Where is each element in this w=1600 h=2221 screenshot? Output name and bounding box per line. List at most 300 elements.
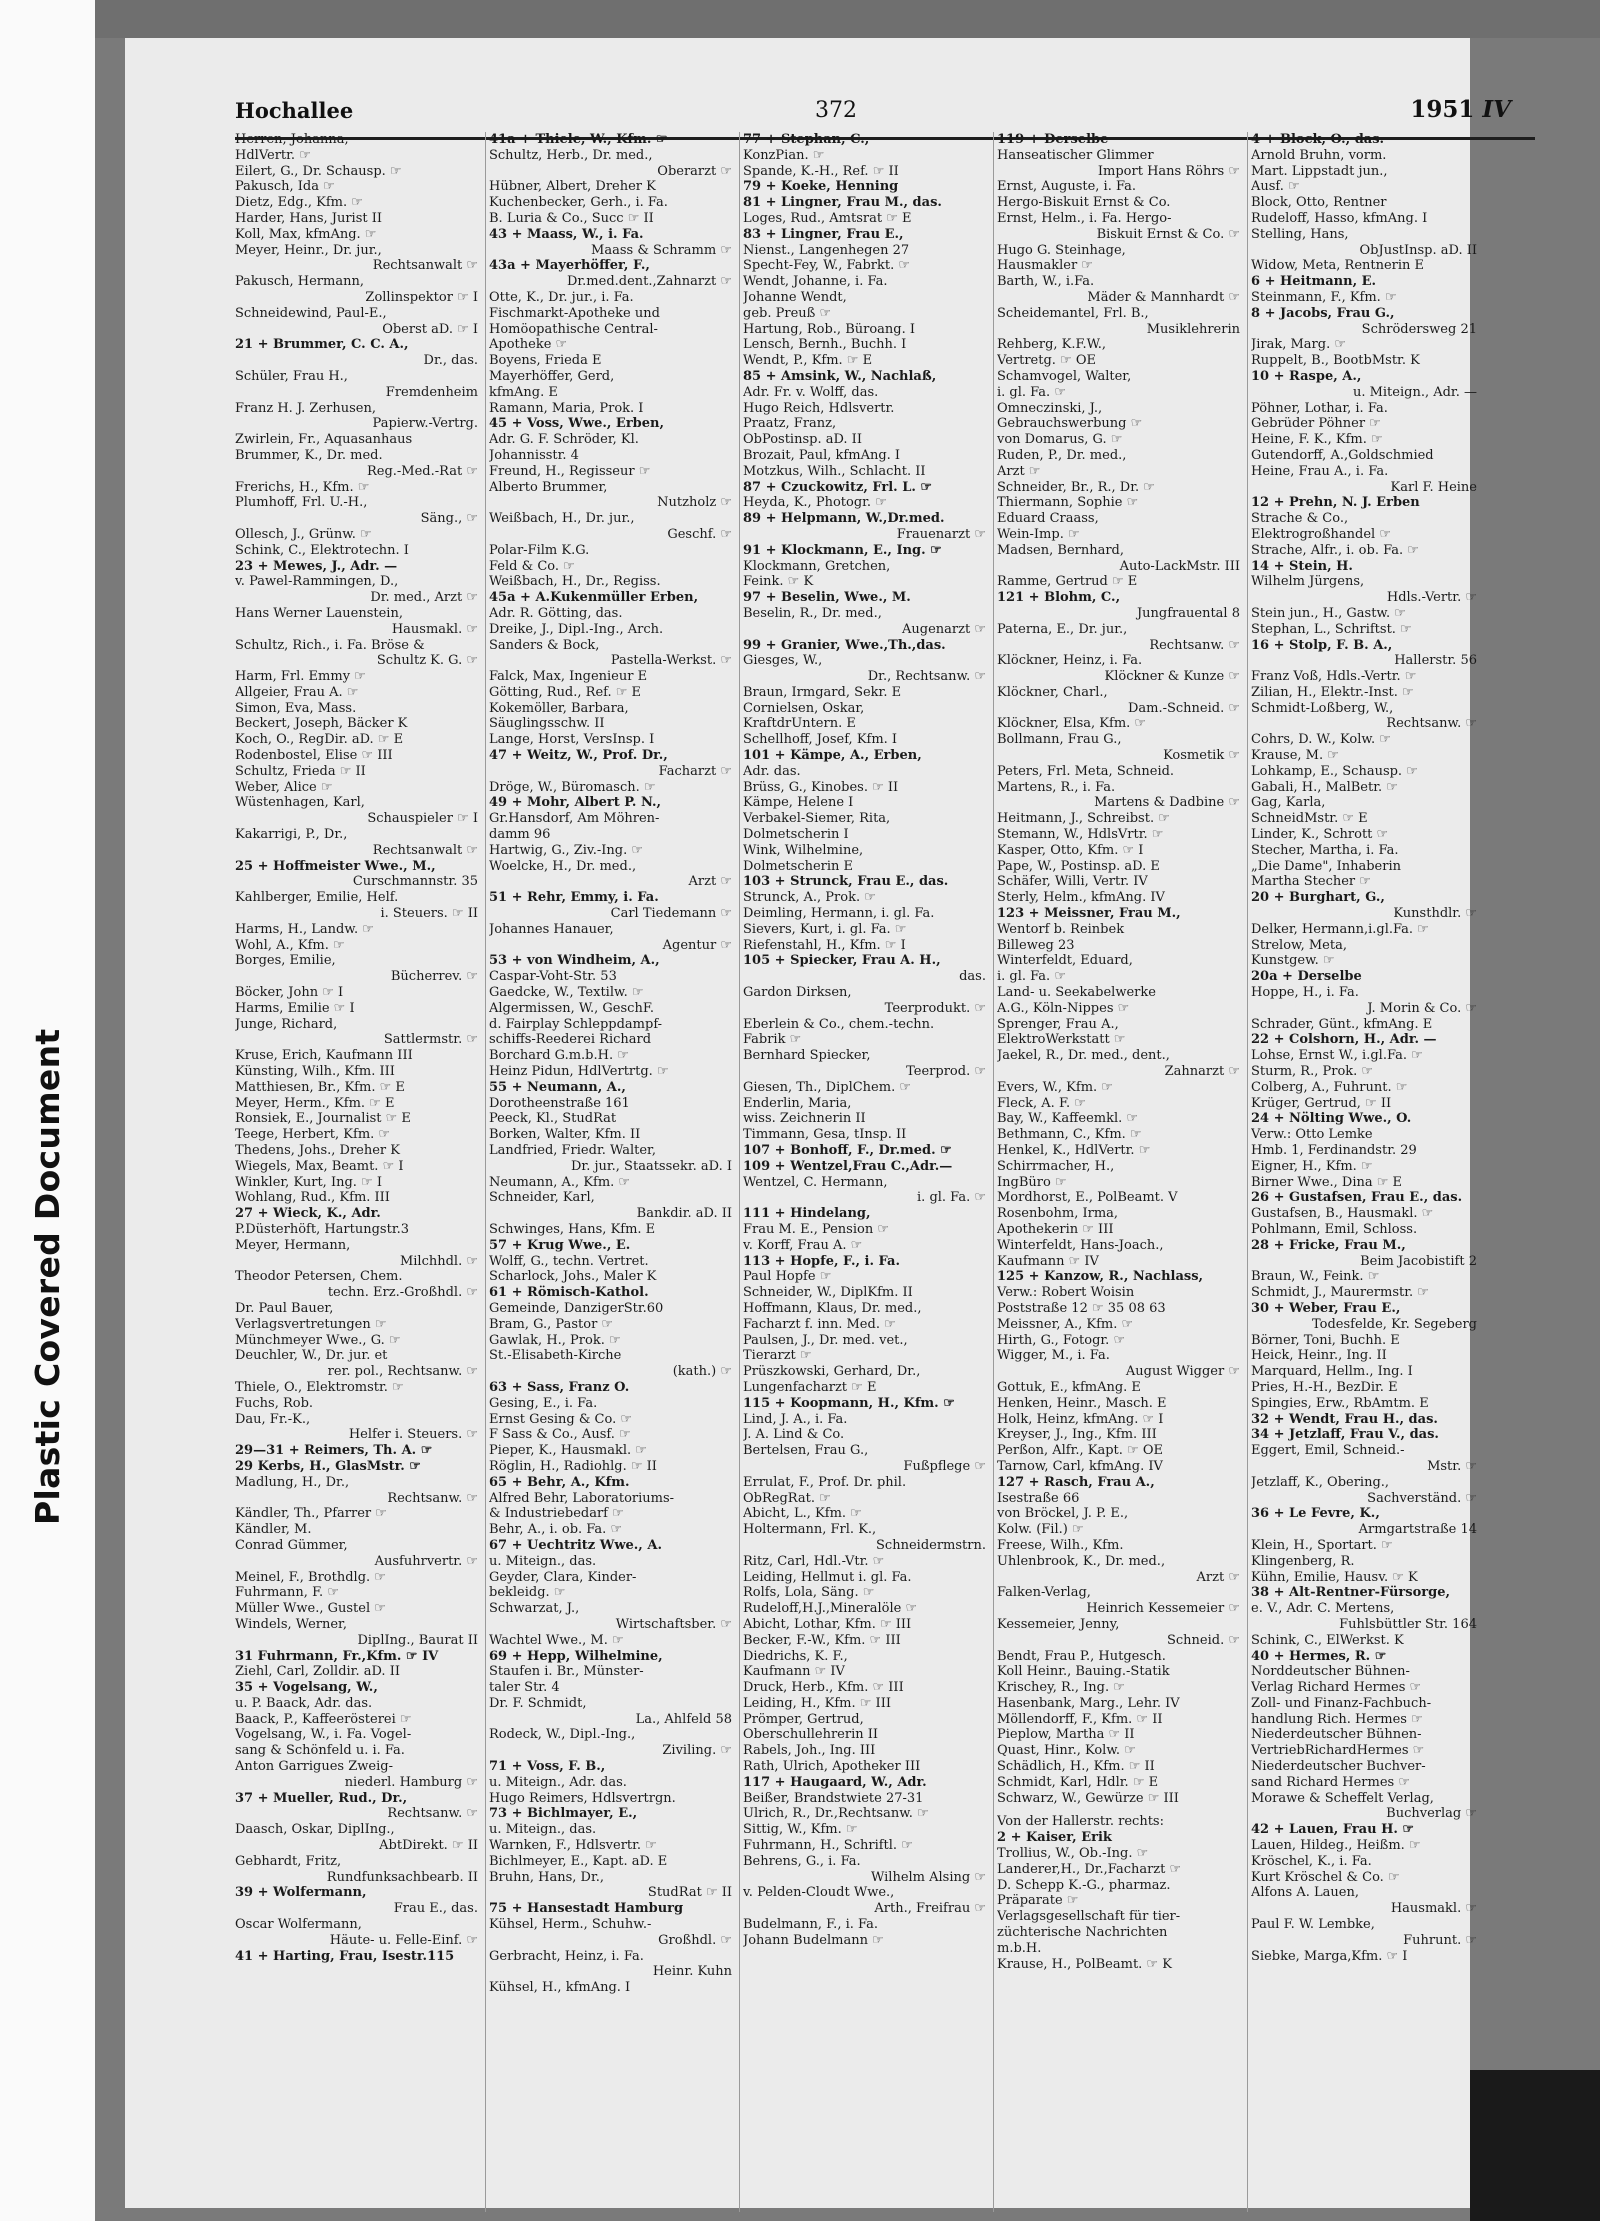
- house-number-entry: 24 + Nölting Wwe., O.: [1251, 1111, 1412, 1127]
- resident-line: Gabali, H., MalBetr. ☞: [1251, 779, 1398, 795]
- resident-line: Weißbach, H., Dr. jur.,: [489, 511, 635, 527]
- resident-line: Import Hans Röhrs ☞: [1097, 163, 1240, 179]
- resident-line: Oberst aD. ☞ I: [382, 321, 478, 337]
- house-number-entry: 40 + Hermes, R. ☞: [1251, 1648, 1387, 1664]
- resident-line: Harms, H., Landw. ☞: [235, 921, 374, 937]
- resident-line: Alfons A. Lauen,: [1251, 1885, 1359, 1901]
- resident-line: Henkel, K., HdlVertr. ☞: [997, 1143, 1151, 1158]
- resident-line: Hugo G. Steinhage,: [997, 242, 1126, 258]
- resident-line: Todesfelde, Kr. Segeberg: [1311, 1316, 1477, 1332]
- resident-line: Beckert, Joseph, Bäcker K: [235, 716, 408, 732]
- resident-line: Möllendorff, F., Kfm. ☞ II: [997, 1711, 1163, 1727]
- house-number-entry: 41 + Harting, Frau, Isestr.115: [235, 1948, 455, 1964]
- resident-line: Rechtsanw. ☞: [387, 1490, 478, 1506]
- resident-line: Sterly, Helm., kfmAng. IV: [997, 890, 1165, 906]
- resident-line: Schädlich, H., Kfm. ☞ II: [997, 1759, 1155, 1775]
- resident-line: Norddeutscher Bühnen-: [1251, 1664, 1410, 1680]
- resident-line: Specht-Fey, W., Fabrkt. ☞: [743, 258, 911, 274]
- resident-line: Eilert, G., Dr. Schausp. ☞: [235, 163, 402, 179]
- resident-line: Schultz K. G. ☞: [376, 653, 478, 669]
- resident-line: Rudeloff,H.J.,Mineralöle ☞: [743, 1601, 918, 1617]
- resident-line: D. Schepp K.-G., pharmaz.: [997, 1877, 1171, 1893]
- resident-line: Windels, Werner,: [235, 1616, 347, 1632]
- scan-top-edge: [0, 0, 1600, 38]
- resident-line: Sattlermstr. ☞: [383, 1032, 478, 1048]
- resident-line: Peters, Frl. Meta, Schneid.: [997, 763, 1175, 779]
- resident-line: Scharlock, Johs., Maler K: [489, 1269, 657, 1285]
- resident-line: Ernst Gesing & Co. ☞: [489, 1411, 633, 1427]
- resident-line: J. A. Lind & Co.: [743, 1427, 845, 1443]
- resident-line: Barth, W., i.Fa.: [997, 274, 1095, 290]
- resident-line: Schneider, W., DiplKfm. II: [743, 1285, 913, 1301]
- house-number-entry: 22 + Colshorn, H., Adr. —: [1251, 1032, 1437, 1048]
- resident-line: KonzPian. ☞: [743, 147, 825, 163]
- resident-line: Gesing, E., i. Fa.: [489, 1395, 598, 1411]
- resident-line: Kreyser, J., Ing., Kfm. III: [997, 1427, 1157, 1443]
- resident-line: Teerprod. ☞: [906, 1064, 986, 1080]
- resident-line: ObPostinsp. aD. II: [743, 432, 862, 448]
- resident-line: Kasper, Otto, Kfm. ☞ I: [997, 842, 1144, 858]
- resident-line: Braun, Irmgard, Sekr. E: [743, 684, 902, 700]
- resident-line: Poststraße 12 ☞ 35 08 63: [997, 1300, 1166, 1316]
- resident-line: Rolfs, Lola, Säng. ☞: [743, 1585, 875, 1601]
- resident-line: Strache & Co.,: [1251, 511, 1349, 527]
- resident-line: Adr. das.: [743, 763, 801, 779]
- resident-line: Prömper, Gertrud,: [743, 1711, 864, 1727]
- house-number-entry: 71 + Voss, F. B.,: [489, 1759, 606, 1775]
- resident-line: Becker, F.-W., Kfm. ☞ III: [743, 1632, 901, 1648]
- resident-line: d. Fairplay Schleppdampf-: [489, 1016, 663, 1032]
- resident-line: bekleidg. ☞: [489, 1585, 566, 1601]
- house-number-entry: 10 + Raspe, A.,: [1251, 368, 1362, 384]
- resident-line: Homöopathische Central-: [489, 321, 658, 337]
- resident-line: Eduard Craass,: [997, 511, 1099, 527]
- resident-line: Dorotheenstraße 161: [489, 1095, 630, 1111]
- resident-line: B. Luria & Co., Succ ☞ II: [489, 210, 654, 226]
- resident-line: Gemeinde, DanzigerStr.60: [489, 1300, 664, 1316]
- resident-line: Fußpflege ☞: [903, 1458, 986, 1474]
- resident-line: Kröschel, K., i. Fa.: [1251, 1853, 1372, 1869]
- resident-line: Dr.med.dent.,Zahnarzt ☞: [566, 274, 732, 290]
- resident-line: Schneider, Karl,: [489, 1190, 595, 1206]
- resident-line: Siebke, Marga,Kfm. ☞ I: [1251, 1948, 1408, 1964]
- resident-line: Cohrs, D. W., Kolw. ☞: [1251, 732, 1391, 748]
- resident-line: Eberlein & Co., chem.-techn.: [743, 1016, 935, 1032]
- resident-line: Facharzt ☞: [658, 763, 732, 779]
- resident-line: Abicht, L., Kfm. ☞: [743, 1506, 862, 1522]
- resident-line: Bernhard Spiecker,: [743, 1048, 871, 1064]
- resident-line: Lange, Horst, VersInsp. I: [489, 732, 655, 748]
- resident-line: Schneidermstrn.: [876, 1537, 986, 1553]
- resident-line: Schmidt, J., Maurermstr. ☞: [1251, 1285, 1429, 1301]
- resident-line: Borken, Walter, Kfm. II: [489, 1127, 641, 1143]
- resident-line: KraftdrUntern. E: [743, 716, 856, 732]
- resident-line: Schwarzat, J.,: [489, 1601, 580, 1617]
- resident-line: Winkler, Kurt, Ing. ☞ I: [235, 1174, 382, 1190]
- resident-line: geb. Preuß ☞: [743, 305, 832, 321]
- resident-line: Dr. med., Arzt ☞: [370, 590, 478, 606]
- resident-line: Dietz, Edg., Kfm. ☞: [235, 195, 363, 211]
- resident-line: Sprenger, Frau A.,: [997, 1016, 1119, 1032]
- column-5: [1251, 132, 1481, 2212]
- resident-line: Vogelsang, W., i. Fa. Vogel-: [235, 1727, 412, 1743]
- resident-line: wiss. Zeichnerin II: [743, 1111, 866, 1127]
- resident-line: Rechtsanwalt ☞: [372, 258, 478, 274]
- resident-line: Ruden, P., Dr. med.,: [997, 447, 1127, 463]
- resident-line: Zoll- und Finanz-Fachbuch-: [1251, 1695, 1432, 1711]
- resident-line: Kakarrigi, P., Dr.,: [235, 827, 348, 843]
- resident-line: Winterfeldt, Hans-Joach.,: [997, 1237, 1164, 1253]
- resident-line: Adr. Fr. v. Wolff, das.: [743, 384, 879, 400]
- resident-line: Ziehl, Carl, Zolldir. aD. II: [235, 1664, 400, 1680]
- resident-line: Hausmakl. ☞: [391, 621, 478, 637]
- resident-line: Fremdenheim: [385, 384, 478, 400]
- resident-line: Schirrmacher, H.,: [997, 1158, 1115, 1174]
- resident-line: Hübner, Albert, Dreher K: [489, 179, 656, 195]
- resident-line: Rechtsanwalt ☞: [372, 842, 478, 858]
- resident-line: Präparate ☞: [997, 1893, 1079, 1909]
- resident-line: handlung Rich. Hermes ☞: [1251, 1711, 1423, 1727]
- resident-line: Kaufmann ☞ IV: [743, 1664, 845, 1680]
- resident-line: Kaufmann ☞ IV: [997, 1253, 1099, 1269]
- resident-line: Hallerstr. 56: [1394, 653, 1477, 669]
- resident-line: Ernst, Auguste, i. Fa.: [997, 179, 1136, 195]
- resident-line: Spingies, Erw., RbAmtm. E: [1251, 1395, 1429, 1411]
- resident-line: Meyer, Herm., Kfm. ☞ E: [235, 1095, 395, 1111]
- resident-line: Schmidt-Loßberg, W.,: [1251, 700, 1394, 716]
- resident-line: DiplIng., Baurat II: [357, 1632, 478, 1648]
- house-number-entry: 73 + Bichlmayer, E.,: [489, 1806, 638, 1822]
- resident-line: Kunsthdlr. ☞: [1393, 906, 1477, 922]
- resident-line: Thiermann, Sophie ☞: [997, 495, 1139, 511]
- resident-line: Niederdeutscher Buchver-: [1251, 1759, 1426, 1775]
- resident-line: Maass & Schramm ☞: [591, 242, 732, 258]
- resident-line: Madsen, Bernhard,: [997, 542, 1125, 558]
- year-volume: [1410, 96, 1511, 123]
- house-number-entry: 81 + Lingner, Frau M., das.: [743, 195, 942, 211]
- resident-line: Loges, Rud., Amtsrat ☞ E: [743, 210, 912, 226]
- resident-line: Rechtsanw. ☞: [1386, 716, 1477, 732]
- resident-line: Verbakel-Siemer, Rita,: [743, 811, 891, 827]
- resident-line: Schrödersweg 21: [1361, 321, 1477, 337]
- resident-line: Geyder, Clara, Kinder-: [489, 1569, 637, 1585]
- house-number-entry: 34 + Jetzlaff, Frau V., das.: [1251, 1427, 1439, 1443]
- resident-line: Von der Hallerstr. rechts:: [997, 1814, 1164, 1830]
- resident-line: Verlag Richard Hermes ☞: [1251, 1680, 1422, 1696]
- resident-line: Linder, K., Schrott ☞: [1251, 827, 1389, 843]
- resident-line: Behrens, G., i. Fa.: [743, 1853, 861, 1869]
- resident-line: Rechtsanw. ☞: [1149, 637, 1240, 653]
- resident-line: Praatz, Franz,: [743, 416, 837, 432]
- house-number-entry: 51 + Rehr, Emmy, i. Fa.: [489, 890, 659, 906]
- resident-line: Papierw.-Vertrg.: [372, 416, 478, 432]
- house-number-entry: 119 + Derselbe: [997, 132, 1109, 147]
- resident-line: Kändler, M.: [235, 1522, 312, 1538]
- resident-line: J. Morin & Co. ☞: [1367, 1000, 1477, 1016]
- resident-line: Gutendorff, A.,Goldschmied: [1251, 447, 1434, 463]
- house-number-entry: 99 + Granier, Wwe.,Th.,das.: [743, 637, 946, 653]
- resident-line: Harm, Frl. Emmy ☞: [235, 669, 366, 685]
- resident-line: Hirth, G., Fotogr. ☞: [997, 1332, 1126, 1348]
- resident-line: Teege, Herbert, Kfm. ☞: [235, 1127, 391, 1143]
- resident-line: Apothekerin ☞ III: [997, 1221, 1114, 1237]
- resident-line: Nutzholz ☞: [657, 495, 732, 511]
- resident-line: kfmAng. E: [489, 384, 558, 400]
- resident-line: u. P. Baack, Adr. das.: [235, 1695, 373, 1711]
- resident-line: ObJustInsp. aD. II: [1359, 242, 1477, 258]
- house-number-entry: 85 + Amsink, W., Nachlaß,: [743, 368, 937, 384]
- resident-line: Gardon Dirksen,: [743, 985, 852, 1001]
- resident-line: Krause, H., PolBeamt. ☞ K: [997, 1956, 1172, 1972]
- resident-line: Frau M. E., Pension ☞: [743, 1221, 889, 1237]
- resident-line: Diedrichs, K. F.,: [743, 1648, 848, 1664]
- house-number-entry: 117 + Haugaard, W., Adr.: [743, 1774, 927, 1790]
- resident-line: Musiklehrerin: [1146, 321, 1240, 337]
- resident-line: Dolmetscherin E: [743, 858, 854, 874]
- resident-line: Theodor Petersen, Chem.: [235, 1269, 403, 1285]
- house-number-entry: 121 + Blohm, C.,: [997, 590, 1121, 606]
- resident-line: Paulsen, J., Dr. med. vet.,: [743, 1332, 908, 1348]
- resident-line: Gottuk, E., kfmAng. E: [997, 1379, 1141, 1395]
- resident-line: Kunstgew. ☞: [1251, 953, 1335, 969]
- resident-line: Freund, H., Regisseur ☞: [489, 463, 651, 479]
- resident-line: Wentzel, C. Hermann,: [743, 1174, 888, 1190]
- house-number-entry: 31 Fuhrmann, Fr.,Kfm. ☞ IV: [235, 1648, 439, 1664]
- resident-line: Matthiesen, Br., Kfm. ☞ E: [235, 1079, 405, 1095]
- resident-line: Bertelsen, Frau G.,: [743, 1443, 869, 1459]
- resident-line: Weber, Alice ☞: [235, 779, 333, 795]
- resident-line: Meissner, A., Kfm. ☞: [997, 1316, 1134, 1332]
- resident-line: IngBüro ☞: [997, 1174, 1067, 1190]
- resident-line: Steinmann, F., Kfm. ☞: [1251, 289, 1397, 305]
- resident-line: Apotheke ☞: [489, 337, 568, 353]
- resident-line: Rechtsanw. ☞: [387, 1806, 478, 1822]
- resident-line: Kändler, Th., Pfarrer ☞: [235, 1506, 387, 1522]
- resident-line: u. Miteign., das.: [489, 1553, 597, 1569]
- resident-line: Marquard, Hellm., Ing. I: [1251, 1364, 1413, 1380]
- resident-line: Dr. F. Schmidt,: [489, 1695, 587, 1711]
- resident-line: Gebhardt, Fritz,: [235, 1853, 342, 1869]
- resident-line: Winterfeldt, Eduard,: [997, 953, 1133, 969]
- resident-line: (kath.) ☞: [672, 1364, 732, 1380]
- house-number-entry: 41a + Thiele, W., Kfm. ☞: [489, 132, 668, 147]
- resident-line: Dr. Paul Bauer,: [235, 1300, 334, 1316]
- resident-line: von Bröckel, J. P. E.,: [997, 1506, 1129, 1522]
- resident-line: schiffs-Reederei Richard: [489, 1032, 652, 1048]
- resident-line: u. Miteign., Adr. —: [1352, 384, 1477, 400]
- resident-line: Zwirlein, Fr., Aquasanhaus: [235, 432, 413, 448]
- resident-line: rer. pol., Rechtsanw. ☞: [327, 1364, 478, 1380]
- house-number-entry: 123 + Meissner, Frau M.,: [997, 906, 1181, 922]
- resident-line: Fischmarkt-Apotheke und: [489, 305, 660, 321]
- resident-line: Gag, Karla,: [1251, 795, 1326, 811]
- resident-line: Ramann, Maria, Prok. I: [489, 400, 644, 416]
- resident-line: Jaekel, R., Dr. med., dent.,: [997, 1048, 1170, 1064]
- resident-line: Ritz, Carl, Hdl.-Vtr. ☞: [743, 1553, 885, 1569]
- resident-line: Johannisstr. 4: [489, 447, 579, 463]
- column-2: [489, 132, 736, 2212]
- resident-line: Motzkus, Wilh., Schlacht. II: [743, 463, 926, 479]
- house-number-entry: 26 + Gustafsen, Frau E., das.: [1251, 1190, 1463, 1206]
- resident-line: Franz Voß, Hdls.-Vertr. ☞: [1251, 669, 1417, 685]
- resident-line: Wohlang, Rud., Kfm. III: [235, 1190, 390, 1206]
- resident-line: Giesges, W.,: [743, 653, 823, 669]
- resident-line: Klöckner, Elsa, Kfm. ☞: [997, 716, 1147, 732]
- resident-line: Dreike, J., Dipl.-Ing., Arch.: [489, 621, 664, 637]
- resident-line: Rodeck, W., Dipl.-Ing.,: [489, 1727, 636, 1743]
- house-number-entry: 2 + Kaiser, Erik: [997, 1830, 1112, 1846]
- resident-line: Trollius, W., Ob.-Ing. ☞: [997, 1846, 1149, 1862]
- resident-line: Enderlin, Maria,: [743, 1095, 852, 1111]
- resident-line: Lohse, Ernst W., i.gl.Fa. ☞: [1251, 1048, 1423, 1064]
- house-number-entry: 43 + Maass, W., i. Fa.: [489, 226, 644, 242]
- house-number-entry: 107 + Bonhoff, F., Dr.med. ☞: [743, 1143, 952, 1158]
- house-number-entry: 23 + Mewes, J., Adr. —: [235, 558, 398, 574]
- year: 1951: [1410, 96, 1475, 123]
- resident-line: Schwarz, W., Gewürze ☞ III: [997, 1790, 1179, 1806]
- resident-line: Carl Tiedemann ☞: [610, 906, 732, 922]
- column-rule-1: [485, 132, 486, 2212]
- resident-line: August Wigger ☞: [1125, 1364, 1240, 1380]
- house-number-entry: 49 + Mohr, Albert P. N.,: [489, 795, 662, 811]
- directory-columns: [235, 132, 1475, 2212]
- resident-line: Junge, Richard,: [235, 1016, 338, 1032]
- resident-line: Delker, Hermann,i.gl.Fa. ☞: [1251, 921, 1429, 937]
- resident-line: Borges, Emilie,: [235, 953, 336, 969]
- resident-line: taler Str. 4: [489, 1680, 560, 1696]
- resident-line: sand Richard Hermes ☞: [1251, 1774, 1410, 1790]
- resident-line: Wiegels, Max, Beamt. ☞ I: [235, 1158, 404, 1174]
- house-number-entry: 38 + Alt-Rentner-Fürsorge,: [1251, 1585, 1450, 1601]
- resident-line: Fleck, A. F. ☞: [997, 1095, 1086, 1111]
- resident-line: Hergo-Biskuit Ernst & Co.: [997, 195, 1171, 211]
- resident-line: Schneidewind, Paul-E.,: [235, 305, 387, 321]
- resident-line: e. V., Adr. C. Mertens,: [1251, 1601, 1395, 1617]
- house-number-entry: 8 + Jacobs, Frau G.,: [1251, 305, 1395, 321]
- resident-line: Klingenberg, R.: [1251, 1553, 1355, 1569]
- resident-line: Milchhdl. ☞: [399, 1253, 478, 1269]
- resident-line: Sturm, R., Prok. ☞: [1251, 1064, 1374, 1080]
- resident-line: Isestraße 66: [997, 1490, 1080, 1506]
- resident-line: Schink, C., ElWerkst. K: [1251, 1632, 1404, 1648]
- resident-line: Bücherrev. ☞: [390, 969, 478, 985]
- resident-line: Mstr. ☞: [1427, 1458, 1477, 1474]
- resident-line: sang & Schönfeld u. i. Fa.: [235, 1743, 405, 1759]
- resident-line: Ruppelt, B., BootbMstr. K: [1251, 353, 1420, 369]
- house-number-entry: 39 + Wolfermann,: [235, 1885, 367, 1901]
- resident-line: Wüstenhagen, Karl,: [235, 795, 365, 811]
- resident-line: Fabrik ☞: [743, 1032, 802, 1048]
- resident-line: Druck, Herb., Kfm. ☞ III: [743, 1680, 904, 1696]
- resident-line: Uhlenbrook, K., Dr. med.,: [997, 1553, 1166, 1569]
- resident-line: Tierarzt ☞: [743, 1348, 812, 1364]
- resident-line: Morawe & Scheffelt Verlag,: [1251, 1790, 1434, 1806]
- resident-line: Tarnow, Carl, kfmAng. IV: [997, 1458, 1163, 1474]
- house-number-entry: 55 + Neumann, A.,: [489, 1079, 626, 1095]
- resident-line: Klockmann, Gretchen,: [743, 558, 891, 574]
- resident-line: Adr. R. Götting, das.: [489, 605, 623, 621]
- resident-line: Hartwig, G., Ziv.-Ing. ☞: [489, 842, 643, 858]
- resident-line: Dolmetscherin I: [743, 827, 849, 843]
- resident-line: Kühsel, Herm., Schuhw.-: [489, 1917, 652, 1933]
- house-number-entry: 115 + Koopmann, H., Kfm. ☞: [743, 1395, 955, 1411]
- resident-line: Schultz, Frieda ☞ II: [235, 763, 366, 779]
- resident-line: Helfer i. Steuers. ☞: [348, 1427, 478, 1443]
- resident-line: Allgeier, Frau A. ☞: [235, 684, 359, 700]
- resident-line: Säuglingsschw. II: [489, 716, 605, 732]
- resident-line: Niederdeutscher Bühnen-: [1251, 1727, 1422, 1743]
- house-number-entry: 36 + Le Fevre, K.,: [1251, 1506, 1380, 1522]
- resident-line: Klöckner & Kunze ☞: [1104, 669, 1240, 685]
- resident-line: Schüler, Frau H.,: [235, 368, 348, 384]
- resident-line: Jetzlaff, K., Obering.,: [1251, 1474, 1390, 1490]
- resident-line: Falken-Verlag,: [997, 1585, 1091, 1601]
- resident-line: Hanseatischer Glimmer: [997, 147, 1154, 163]
- resident-line: Klein, H., Sportart. ☞: [1251, 1537, 1393, 1553]
- resident-line: Schellhoff, Josef, Kfm. I: [743, 732, 898, 748]
- house-number-entry: 63 + Sass, Franz O.: [489, 1379, 630, 1395]
- resident-line: Hugo Reich, Hdlsvertr.: [743, 400, 895, 416]
- resident-line: Armgartstraße 14: [1358, 1522, 1477, 1538]
- resident-line: Heyda, K., Photogr. ☞: [743, 495, 887, 511]
- resident-line: v. Korff, Frau A. ☞: [743, 1237, 863, 1253]
- street-name: Hochallee: [235, 98, 354, 123]
- page-number: 372: [815, 98, 857, 123]
- resident-line: Landerer,H., Dr.,Facharzt ☞: [997, 1861, 1182, 1877]
- resident-line: Karl F. Heine: [1390, 479, 1477, 495]
- resident-line: Kessemeier, Jenny,: [997, 1616, 1120, 1632]
- resident-line: Verlagsvertretungen ☞: [235, 1316, 387, 1332]
- resident-line: Elektrogroßhandel ☞: [1251, 526, 1391, 542]
- resident-line: Ramme, Gertrud ☞ E: [997, 574, 1138, 590]
- house-number-entry: 20a + Derselbe: [1251, 969, 1362, 985]
- house-number-entry: 69 + Hepp, Wilhelmine,: [489, 1648, 663, 1664]
- resident-line: Baack, P., Kaffeerösterei ☞: [235, 1711, 412, 1727]
- house-number-entry: 25 + Hoffmeister Wwe., M.,: [235, 858, 436, 874]
- house-number-entry: 113 + Hopfe, F., i. Fa.: [743, 1253, 900, 1269]
- resident-line: Schultz, Herb., Dr. med.,: [489, 147, 653, 163]
- resident-line: Billeweg 23: [997, 937, 1075, 953]
- resident-line: Riefenstahl, H., Kfm. ☞ I: [743, 937, 906, 953]
- resident-line: Häute- u. Felle-Einf. ☞: [329, 1932, 478, 1948]
- resident-line: Holk, Heinz, kfmAng. ☞ I: [997, 1411, 1164, 1427]
- resident-line: Alfred Behr, Laboratoriums-: [489, 1490, 675, 1506]
- resident-line: Wirtschaftsber. ☞: [615, 1616, 732, 1632]
- resident-line: Madlung, H., Dr.,: [235, 1474, 350, 1490]
- resident-line: Sittig, W., Kfm. ☞: [743, 1822, 858, 1838]
- resident-line: Ronsiek, E., Journalist ☞ E: [235, 1111, 411, 1127]
- resident-line: Adr. G. F. Schröder, Kl.: [489, 432, 639, 448]
- resident-line: Stecher, Martha, i. Fa.: [1251, 842, 1399, 858]
- resident-line: Schmidt, Karl, Hdlr. ☞ E: [997, 1774, 1159, 1790]
- resident-line: Bendt, Frau P., Hutgesch.: [997, 1648, 1166, 1664]
- resident-line: Verlagsgesellschaft für tier-: [997, 1909, 1181, 1925]
- resident-line: Hasenbank, Marg., Lehr. IV: [997, 1695, 1180, 1711]
- resident-line: Facharzt f. inn. Med. ☞: [743, 1316, 896, 1332]
- resident-line: Falck, Max, Ingenieur E: [489, 669, 648, 685]
- resident-line: Beißer, Brandstwiete 27-31: [743, 1790, 924, 1806]
- resident-line: Pieper, K., Hausmakl. ☞: [489, 1443, 647, 1459]
- house-number-entry: 91 + Klockmann, E., Ing. ☞: [743, 542, 942, 558]
- house-number-entry: 45 + Voss, Wwe., Erben,: [489, 416, 665, 432]
- resident-line: Reg.-Med.-Rat ☞: [366, 463, 478, 479]
- resident-line: Anton Garrigues Zweig-: [235, 1759, 393, 1775]
- resident-line: Ollesch, J., Grünw. ☞: [235, 526, 372, 542]
- resident-line: damm 96: [489, 827, 551, 843]
- resident-line: Zilian, H., Elektr.-Inst. ☞: [1251, 684, 1414, 700]
- resident-line: Wachtel Wwe., M. ☞: [489, 1632, 624, 1648]
- resident-line: Rehberg, K.F.W.,: [997, 337, 1106, 353]
